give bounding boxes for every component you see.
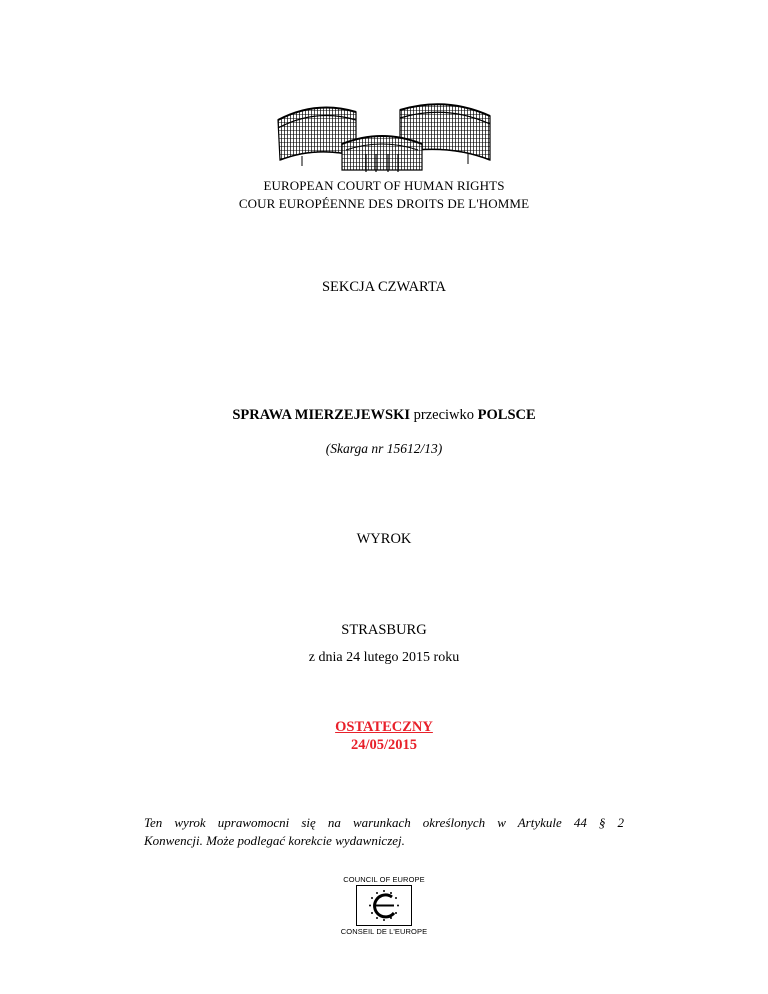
judgment-place: STRASBURG <box>341 622 427 638</box>
council-of-europe-emblem-icon <box>356 885 412 926</box>
document-type: WYROK <box>356 531 412 547</box>
council-name-english: COUNCIL OF EUROPE <box>343 875 425 884</box>
case-respondent: POLSCE <box>477 407 536 423</box>
court-building-icon <box>272 98 496 174</box>
editorial-notice <box>144 814 624 849</box>
court-name-english: EUROPEAN COURT OF HUMAN RIGHTS <box>263 178 505 193</box>
case-against: przeciwko <box>413 407 475 423</box>
final-status-label: OSTATECZNY <box>335 719 433 735</box>
notice-line-2: Konwencji. Może podlegać korekcie wydawniczej. <box>144 832 405 848</box>
judgment-date: z dnia 24 lutego 2015 roku <box>308 650 460 665</box>
final-status-date: 24/05/2015 <box>350 737 418 753</box>
section-title: SEKCJA CZWARTA <box>321 279 447 295</box>
council-name-french: CONSEIL DE L'EUROPE <box>340 927 428 936</box>
court-name-french: COUR EUROPÉENNE DES DROITS DE L'HOMME <box>238 196 530 211</box>
case-title <box>0 407 768 424</box>
application-number: (Skarga nr 15612/13) <box>325 441 443 456</box>
case-name: SPRAWA MIERZEJEWSKI <box>232 407 410 423</box>
notice-line-1: Ten wyrok uprawomocni się na warunkach określonych w Artykule 44 § 2 <box>144 815 624 830</box>
